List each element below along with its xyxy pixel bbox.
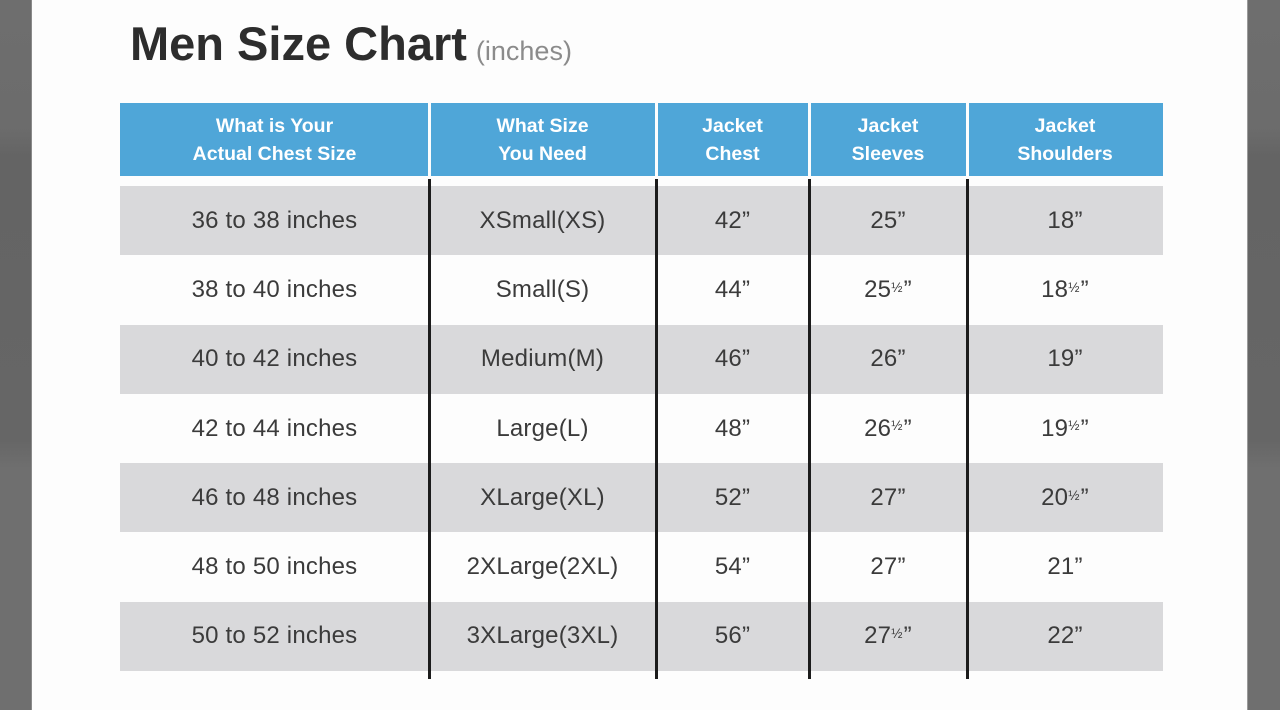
- header-line1: Jacket: [1034, 114, 1096, 137]
- cell-text: 3XLarge(3XL): [466, 622, 619, 650]
- cell-text: $26^{\frac{1}{2}}$”: [864, 414, 912, 442]
- cell-text: 40 to 42 inches: [191, 345, 358, 373]
- right-gray-edge-bar: [1247, 0, 1280, 710]
- column-divider-line: [655, 179, 658, 679]
- cell-jacket-sleeves: [809, 532, 967, 601]
- half-fraction: ½: [1068, 487, 1080, 503]
- cell-jacket-sleeves: [809, 186, 967, 255]
- header-cell-size-needed: [429, 103, 656, 176]
- header-line2: You Need: [498, 142, 587, 165]
- cell-text: 2XLarge(2XL): [466, 553, 619, 581]
- header-line1: Jacket: [702, 114, 763, 137]
- cell-chest-size: [120, 186, 429, 255]
- cell-jacket-chest: [656, 255, 809, 324]
- cell-jacket-chest: [656, 394, 809, 463]
- cell-chest-size: [120, 532, 429, 601]
- column-divider-line: [428, 179, 431, 679]
- table-row: [120, 255, 1163, 324]
- cell-jacket-chest: [656, 463, 809, 532]
- cell-text: 52”: [714, 483, 751, 511]
- table-row: [120, 394, 1163, 463]
- cell-text: XSmall(XS): [479, 206, 606, 234]
- cell-chest-size: [120, 325, 429, 394]
- cell-text: $25^{\frac{1}{2}}$”: [864, 275, 912, 303]
- column-divider-line: [966, 179, 969, 679]
- header-divider: [966, 103, 969, 176]
- header-cell-chest-size: [120, 103, 429, 176]
- cell-jacket-shoulders: [967, 463, 1163, 532]
- cell-size-needed: [429, 463, 656, 532]
- cell-jacket-chest: [656, 532, 809, 601]
- cell-jacket-shoulders: [967, 394, 1163, 463]
- header-divider: [428, 103, 431, 176]
- cell-text: 26”: [870, 345, 906, 373]
- cell-text: 36 to 38 inches: [191, 206, 358, 234]
- header-line2: Shoulders: [1017, 142, 1113, 165]
- cell-text: 27”: [870, 553, 906, 581]
- cell-jacket-sleeves: [809, 463, 967, 532]
- cell-text: 22”: [1047, 622, 1083, 650]
- table-row: [120, 325, 1163, 394]
- page-title-main: Men Size Chart: [130, 17, 467, 70]
- cell-size-needed: [429, 532, 656, 601]
- cell-chest-size: [120, 394, 429, 463]
- cell-text: $19^{\frac{1}{2}}$”: [1041, 414, 1089, 442]
- cell-text: 56”: [714, 622, 751, 650]
- cell-text: 44”: [714, 275, 751, 303]
- cell-jacket-chest: [656, 325, 809, 394]
- cell-jacket-shoulders: [967, 255, 1163, 324]
- cell-text: 42 to 44 inches: [191, 414, 358, 442]
- half-fraction: ½: [891, 418, 903, 434]
- cell-text: $27^{\frac{1}{2}}$”: [864, 622, 912, 650]
- left-gray-edge-bar: [0, 0, 32, 710]
- table-row: [120, 186, 1163, 255]
- page-title: [130, 16, 572, 71]
- cell-chest-size: [120, 463, 429, 532]
- header-cell-jacket-shoulders: [967, 103, 1163, 176]
- cell-jacket-shoulders: [967, 602, 1163, 671]
- column-divider-line: [808, 179, 811, 679]
- cell-text: 48”: [714, 414, 751, 442]
- cell-jacket-sleeves: [809, 602, 967, 671]
- cell-text: 42”: [714, 206, 751, 234]
- cell-chest-size: [120, 255, 429, 324]
- cell-text: 54”: [714, 553, 751, 581]
- cell-text: 18”: [1047, 206, 1083, 234]
- cell-jacket-sleeves: [809, 255, 967, 324]
- header-line1: What Size: [496, 114, 589, 137]
- cell-size-needed: [429, 186, 656, 255]
- cell-jacket-chest: [656, 186, 809, 255]
- header-divider: [808, 103, 811, 176]
- header-cell-jacket-chest: [656, 103, 809, 176]
- cell-text: 27”: [870, 483, 906, 511]
- cell-jacket-shoulders: [967, 186, 1163, 255]
- header-line2: Sleeves: [851, 142, 925, 165]
- page-title-units: (inches): [475, 36, 572, 66]
- cell-text: $20^{\frac{1}{2}}$”: [1041, 483, 1089, 511]
- cell-text: Large(L): [496, 414, 589, 442]
- cell-text: 19”: [1047, 345, 1083, 373]
- header-divider: [655, 103, 658, 176]
- half-fraction: ½: [1068, 418, 1080, 434]
- header-cell-jacket-sleeves: [809, 103, 967, 176]
- cell-text: Small(S): [495, 275, 590, 303]
- cell-jacket-sleeves: [809, 325, 967, 394]
- cell-text: XLarge(XL): [480, 483, 605, 511]
- half-fraction: ½: [891, 279, 903, 295]
- cell-text: 50 to 52 inches: [191, 622, 358, 650]
- table-body: [120, 186, 1163, 671]
- cell-text: $18^{\frac{1}{2}}$”: [1041, 275, 1089, 303]
- cell-text: 38 to 40 inches: [191, 275, 358, 303]
- cell-chest-size: [120, 602, 429, 671]
- cell-jacket-shoulders: [967, 532, 1163, 601]
- half-fraction: ½: [1068, 279, 1080, 295]
- men-size-chart-table: [120, 103, 1163, 675]
- cell-text: 21”: [1047, 553, 1083, 581]
- cell-text: 48 to 50 inches: [191, 553, 358, 581]
- half-fraction: ½: [891, 626, 903, 642]
- header-line1: What is Your: [215, 114, 334, 137]
- table-header-row: [120, 103, 1163, 176]
- cell-size-needed: [429, 255, 656, 324]
- table-row: [120, 602, 1163, 671]
- cell-size-needed: [429, 325, 656, 394]
- header-line1: Jacket: [857, 114, 919, 137]
- table-row: [120, 532, 1163, 601]
- cell-jacket-sleeves: [809, 394, 967, 463]
- cell-jacket-shoulders: [967, 325, 1163, 394]
- cell-text: 25”: [870, 206, 906, 234]
- cell-size-needed: [429, 394, 656, 463]
- cell-size-needed: [429, 602, 656, 671]
- cell-jacket-chest: [656, 602, 809, 671]
- cell-text: 46”: [714, 345, 751, 373]
- header-line2: Actual Chest Size: [192, 142, 357, 165]
- header-line2: Chest: [705, 142, 760, 165]
- cell-text: Medium(M): [480, 345, 605, 373]
- cell-text: 46 to 48 inches: [191, 483, 358, 511]
- table-row: [120, 463, 1163, 532]
